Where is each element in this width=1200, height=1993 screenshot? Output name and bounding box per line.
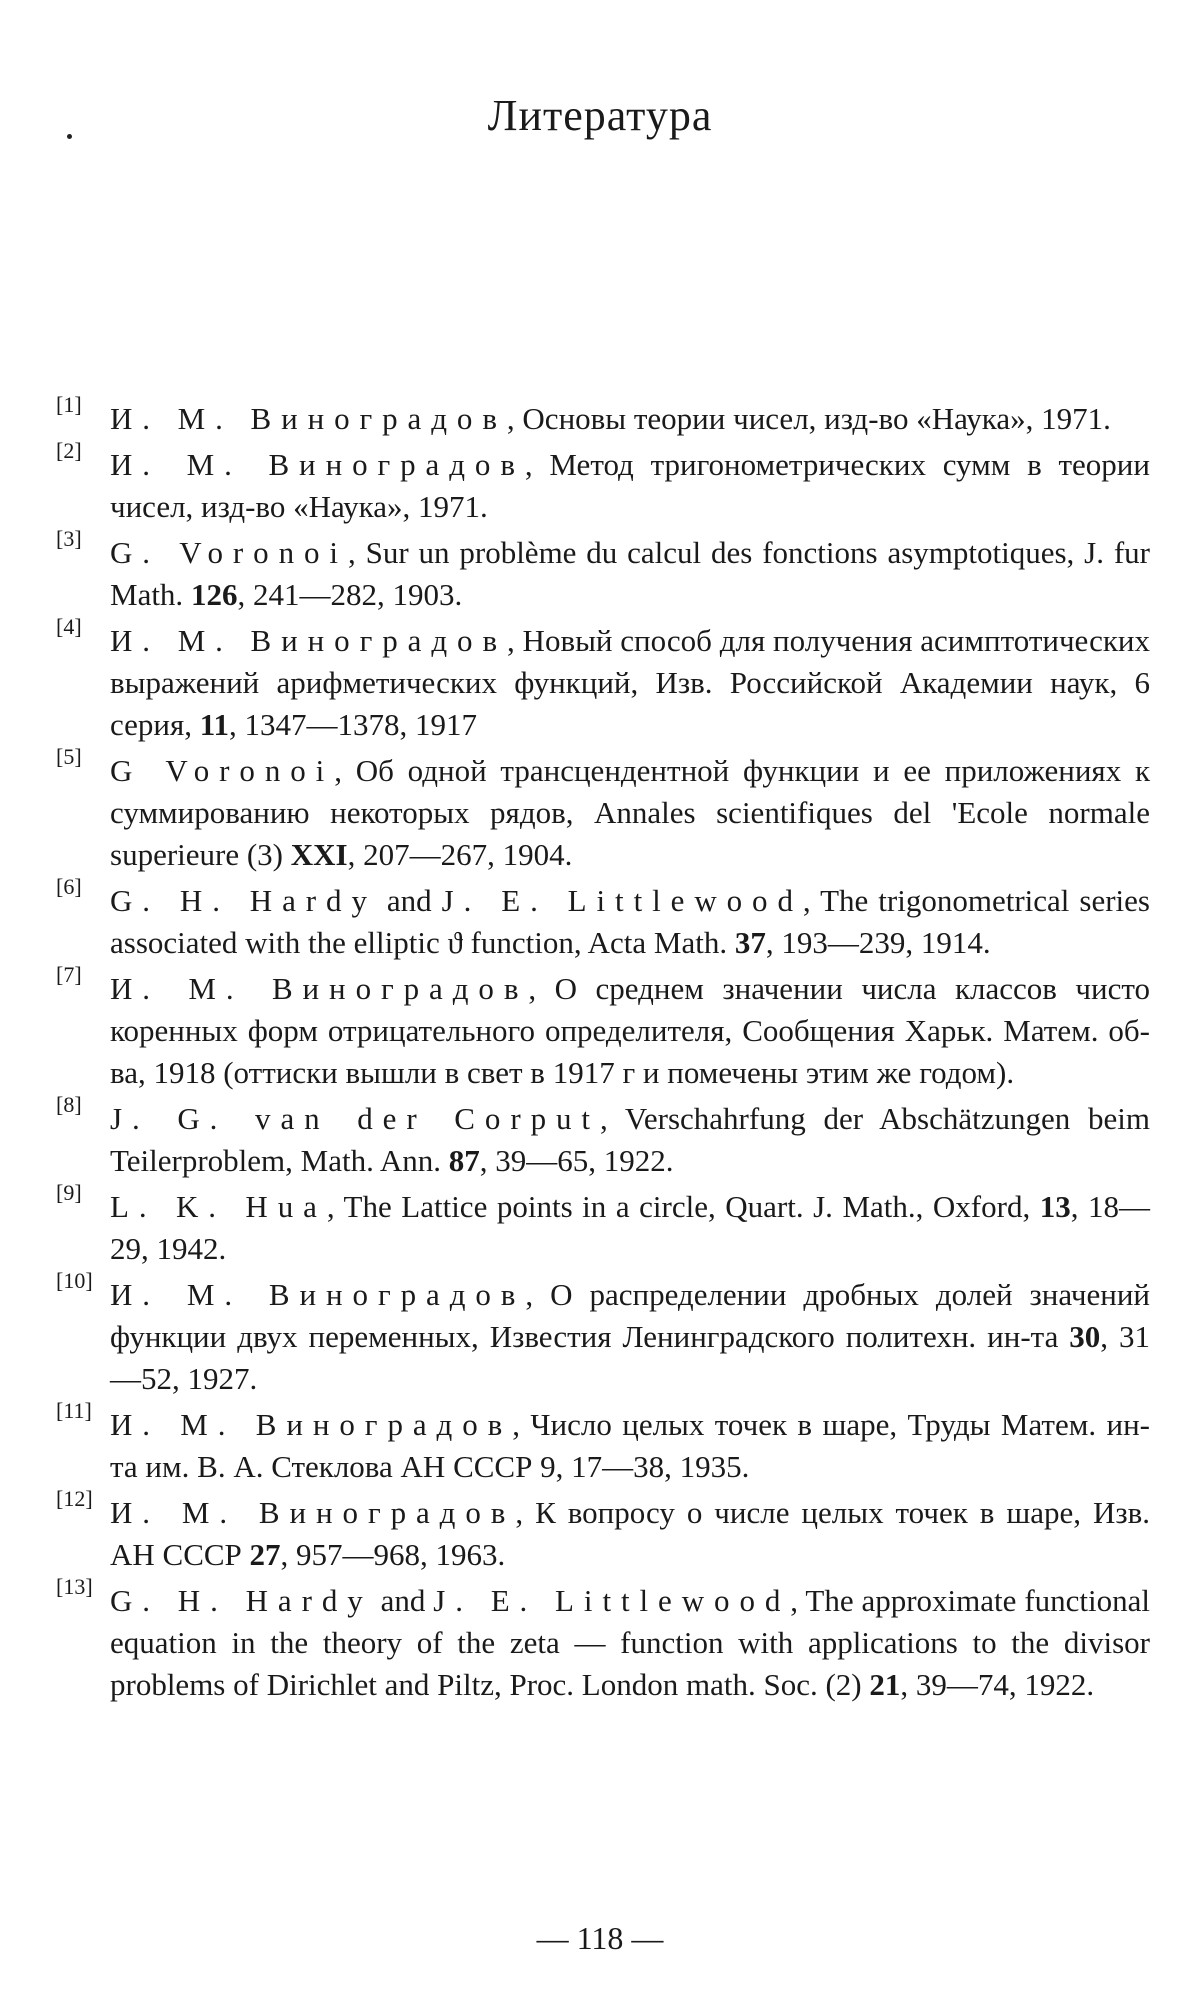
reference-item bbox=[56, 962, 1150, 1094]
reference-volume: 37 bbox=[734, 925, 766, 960]
reference-number: [4] bbox=[56, 614, 82, 639]
reference-author: G. Voronoi bbox=[110, 535, 348, 570]
reference-item bbox=[56, 1180, 1151, 1270]
reference-text: , Метод тригонометрических сумм в теории чисел, изд-во «Наука», 1971. bbox=[110, 447, 1150, 524]
reference-item bbox=[56, 392, 1150, 440]
reference-number: [9] bbox=[56, 1180, 82, 1205]
reference-list bbox=[56, 392, 1151, 1710]
reference-conjunction: and bbox=[372, 1583, 434, 1618]
reference-number: [8] bbox=[56, 1092, 82, 1117]
reference-author-2: J. E. Littlewood bbox=[433, 1583, 791, 1618]
reference-item bbox=[56, 744, 1151, 876]
reference-pages: , 193—239, 1914. bbox=[765, 925, 991, 960]
reference-text: , The Lattice points in a circle, Quart. J. Math., Oxford, bbox=[326, 1189, 1031, 1224]
reference-text: , Основы теории чисел, изд-во «Наука», 1971. bbox=[506, 401, 1111, 436]
reference-pages: , 241—282, 1903. bbox=[237, 577, 463, 612]
reference-author: И. М. Виноградов bbox=[110, 623, 508, 658]
reference-pages: , 39—65, 1922. bbox=[479, 1143, 674, 1178]
reference-pages: , 31—52, 1927. bbox=[110, 1319, 1151, 1396]
reference-item bbox=[56, 1092, 1150, 1182]
reference-pages: , 39—74, 1922. bbox=[900, 1667, 1095, 1702]
reference-item bbox=[56, 1398, 1150, 1488]
reference-volume: 30 bbox=[1069, 1319, 1101, 1354]
reference-text: , Об одной трансцендентной функции и ее приложениях к суммированию некоторых рядов, Annales scientifiques del 'Ecole normale superieure (3) bbox=[110, 753, 1151, 872]
reference-volume: XXI bbox=[290, 837, 348, 872]
reference-item bbox=[56, 874, 1150, 964]
reference-volume: 11 bbox=[199, 707, 230, 742]
reference-number: [3] bbox=[56, 526, 82, 551]
reference-text: , The trigonometrical series associated with the elliptic ϑ function, Acta Math. bbox=[110, 883, 1150, 960]
reference-number: [1] bbox=[56, 392, 82, 417]
reference-number: [11] bbox=[56, 1398, 92, 1423]
reference-number: [13] bbox=[56, 1574, 93, 1599]
reference-text: , Verschahrfung der Abschätzungen beim Teilerproblem, Math. Ann. bbox=[110, 1101, 1150, 1178]
reference-author: G. H. Hardy bbox=[110, 883, 377, 918]
reference-text: , Новый способ для получения асимптотических выражений арифметических функций, Изв. Российской Академии наук, 6 серия, bbox=[110, 623, 1150, 742]
reference-text: , Число целых точек в шаре, Труды Матем. ин-та им. В. А. Стеклова АН СССР 9, 17—38, 1935. bbox=[110, 1407, 1150, 1484]
reference-volume: 87 bbox=[448, 1143, 480, 1178]
reference-author: И. М. Виноградов bbox=[110, 1407, 513, 1442]
reference-item bbox=[56, 614, 1150, 746]
reference-author: L. K. Hua bbox=[110, 1189, 327, 1224]
reference-number: [5] bbox=[56, 744, 82, 769]
reference-pages: , 957—968, 1963. bbox=[280, 1537, 506, 1572]
reference-item bbox=[56, 526, 1150, 616]
page-title: Литература bbox=[487, 91, 713, 140]
reference-number: [10] bbox=[56, 1268, 93, 1293]
reference-conjunction: and bbox=[376, 883, 442, 918]
reference-text: , Sur un problème du calcul des fonctions asymptotiques, J. fur Math. bbox=[110, 535, 1150, 612]
reference-volume: 126 bbox=[190, 577, 238, 612]
reference-volume: 27 bbox=[249, 1537, 281, 1572]
reference-item bbox=[56, 1486, 1150, 1576]
reference-number: [7] bbox=[56, 962, 82, 987]
reference-item bbox=[56, 1574, 1150, 1706]
reference-number: [12] bbox=[56, 1486, 93, 1511]
reference-text: , К вопросу о числе целых точек в шаре, Изв. АН СССР bbox=[110, 1495, 1150, 1572]
reference-author: И. М. Виноградов bbox=[110, 1495, 516, 1530]
reference-author-2: J. E. Littlewood bbox=[441, 883, 803, 918]
reference-author: И. М. Виноградов bbox=[110, 401, 507, 436]
reference-author: И. М. Виноградов bbox=[110, 447, 525, 482]
reference-author: J. G. van der Corput bbox=[110, 1101, 600, 1136]
reference-author: И. М. Виноградов bbox=[110, 971, 529, 1006]
reference-item bbox=[56, 438, 1150, 528]
reference-text: , The approximate functional equation in the theory of the zeta — function with applications to the divisor problems of Dirichlet and Piltz, Proc. London math. Soc. (2) bbox=[110, 1583, 1150, 1702]
page-number: — 118 — bbox=[536, 1920, 664, 1956]
reference-author: G. H. Hardy bbox=[110, 1583, 373, 1618]
reference-volume: 21 bbox=[869, 1667, 901, 1702]
reference-pages: , 207—267, 1904. bbox=[347, 837, 573, 872]
reference-text: , О распределении дробных долей значений функции двух переменных, Известия Ленинградского политехн. ин-та bbox=[110, 1277, 1150, 1354]
reference-number: [2] bbox=[56, 438, 82, 463]
reference-pages: , 1347—1378, 1917 bbox=[229, 707, 478, 742]
reference-text: , О среднем значении числа классов чисто коренных форм отрицательного определителя, Сообщения Харьк. Матем. об-ва, 1918 (оттиски вышли в свет в 1917 г и помечены этим же годом). bbox=[110, 971, 1150, 1090]
reference-volume: 13 bbox=[1039, 1189, 1071, 1224]
reference-author: И. М. Виноградов bbox=[110, 1277, 526, 1312]
reference-number: [6] bbox=[56, 874, 82, 899]
reference-item bbox=[56, 1268, 1151, 1400]
reference-pages: , 18—29, 1942. bbox=[110, 1189, 1151, 1266]
reference-author: G Voronoi bbox=[110, 753, 335, 788]
